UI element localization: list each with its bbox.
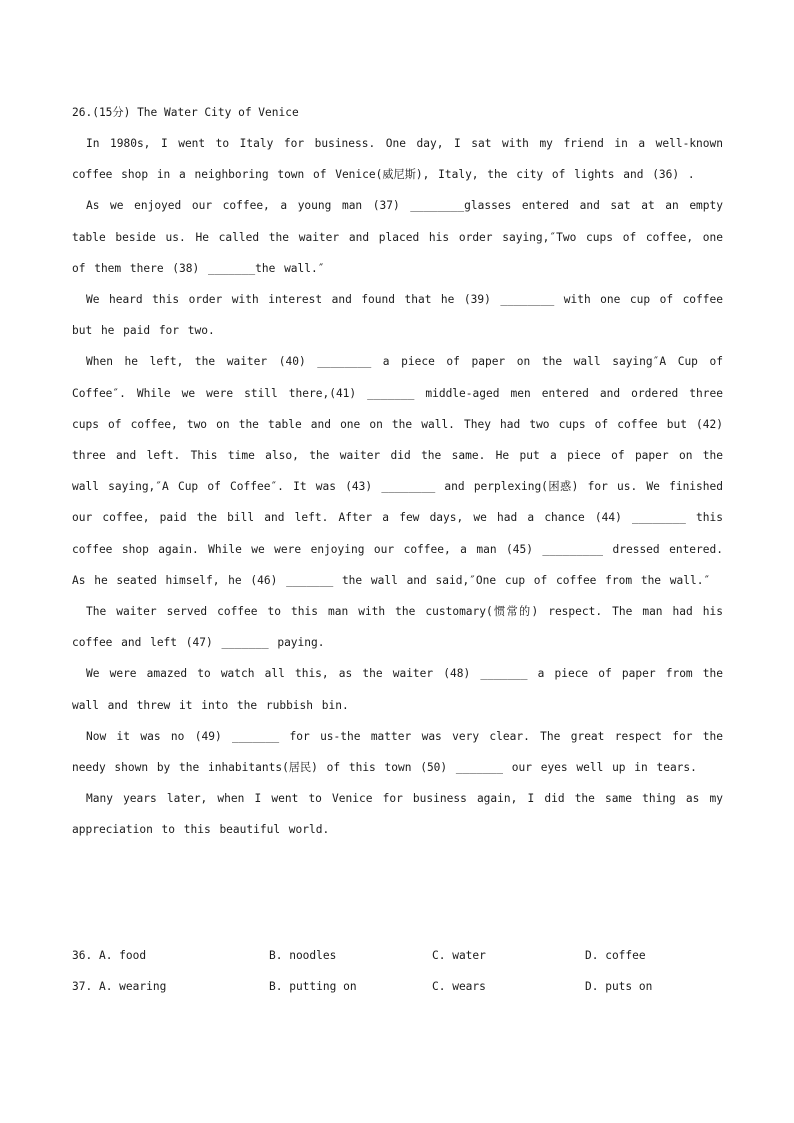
paragraph-3: We heard this order with interest and found that he (39) ________ with one cup of coffee but he paid for two. — [72, 293, 723, 338]
answer-options — [72, 940, 732, 1002]
paragraph-4: When he left, the waiter (40) ________ a piece of paper on the wall saying″A Cup of Coffee″. While we were still there,(41) _______ middle-aged men entered and ordered three cups of coffee, two on the table and one on the wall. They had two cups of coffee but (42) three and left. This time also, the waiter did the same. He put a piece of paper on the wall saying,″A Cup of Coffee″. It was (43) ________ and perplexing(困惑) for us. We finished our coffee, paid the bill and left. After a few days, we had a chance (44) ________ this coffee shop again. While we were enjoying our coffee, a man (45) _________ dressed entered. As he seated himself, he (46) _______ the wall and said,″One cup of coffee from the wall.″ — [72, 355, 723, 587]
option-36-b: B. noodles — [269, 949, 337, 962]
option-row-37 — [72, 971, 732, 1002]
option-label: A. food — [98, 949, 147, 962]
option-36-c: C. water — [432, 949, 486, 962]
paragraph-1: In 1980s, I went to Italy for business. One day, I sat with my friend in a well-known coffee shop in a neighboring town of Venice(威尼斯), Italy, the city of lights and (36) . — [72, 137, 723, 182]
option-37-c: C. wears — [432, 980, 486, 993]
question-number: 37. — [72, 980, 93, 993]
option-37-b: B. putting on — [269, 980, 357, 993]
option-label: A. wearing — [98, 980, 167, 993]
option-36-a — [72, 940, 146, 971]
passage — [72, 128, 723, 846]
option-36-d: D. coffee — [585, 949, 646, 962]
paragraph-8: Many years later, when I went to Venice for business again, I did the same thing as my appreciation to this beautiful world. — [72, 792, 723, 837]
paragraph-7: Now it was no (49) _______ for us-the matter was very clear. The great respect for the needy shown by the inhabitants(居民) of this town (50) _______ our eyes well up in tears. — [72, 729, 723, 775]
question-title: 26.(15分) The Water City of Venice — [72, 106, 299, 119]
option-row-36 — [72, 940, 732, 971]
paragraph-5: The waiter served coffee to this man with the customary(惯常的) respect. The man had his coffee and left (47) _______ paying. — [72, 605, 723, 650]
option-37-a — [72, 971, 166, 1002]
paragraph-2: As we enjoyed our coffee, a young man (37) ________glasses entered and sat at an empty table beside us. He called the waiter and placed his order saying,″Two cups of coffee, one of them there (38) _______the wall.″ — [72, 199, 723, 275]
paragraph-6: We were amazed to watch all this, as the waiter (48) _______ a piece of paper from the wall and threw it into the rubbish bin. — [72, 667, 723, 712]
question-number: 36. — [72, 949, 93, 962]
option-37-d: D. puts on — [585, 980, 653, 993]
